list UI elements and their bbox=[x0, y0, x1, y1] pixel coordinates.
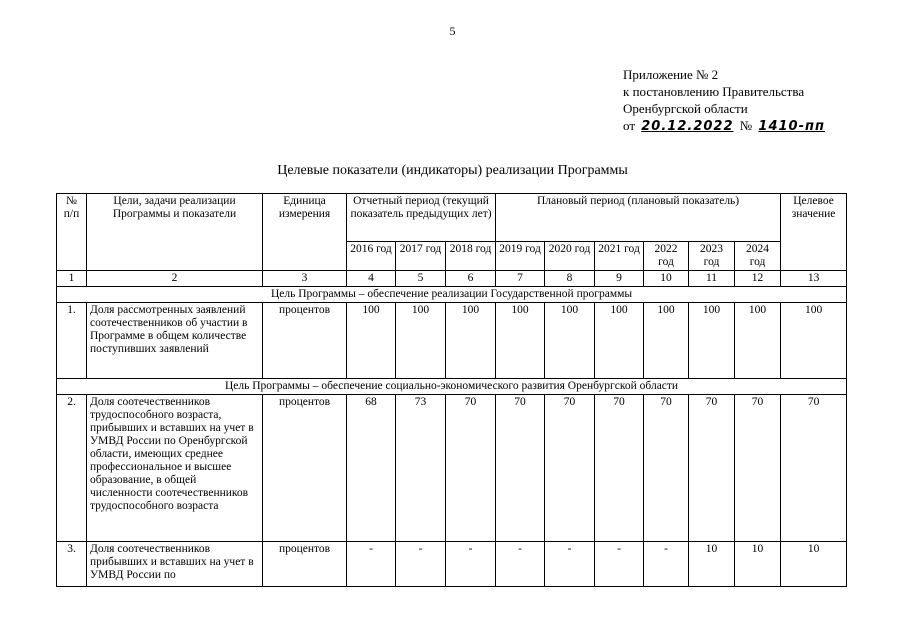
row-unit: процентов bbox=[263, 542, 347, 587]
date-prefix: от bbox=[623, 118, 636, 133]
year-2024: 2024 год bbox=[735, 242, 781, 271]
row-num: 1. bbox=[57, 303, 87, 379]
column-number-row bbox=[57, 271, 847, 287]
header-reported-period: Отчетный период (текущий показатель предыдущих лет) bbox=[347, 194, 496, 242]
value-cell: - bbox=[496, 542, 545, 587]
value-cell: 70 bbox=[644, 395, 689, 542]
column-number: 8 bbox=[545, 271, 595, 287]
value-cell: 10 bbox=[689, 542, 735, 587]
value-cell: - bbox=[545, 542, 595, 587]
column-number: 5 bbox=[396, 271, 446, 287]
goal-row bbox=[57, 379, 847, 395]
value-cell: 70 bbox=[689, 395, 735, 542]
row-name: Доля соотечественников прибывших и вставших на учет в УМВД России по bbox=[87, 542, 263, 587]
header-target: Целевое значение bbox=[781, 194, 847, 271]
value-cell: 70 bbox=[735, 395, 781, 542]
appendix-line-2: к постановлению Правительства bbox=[623, 84, 805, 99]
value-cell: 100 bbox=[545, 303, 595, 379]
column-number: 11 bbox=[689, 271, 735, 287]
value-cell: 10 bbox=[735, 542, 781, 587]
column-number: 1 bbox=[57, 271, 87, 287]
target-cell: 10 bbox=[781, 542, 847, 587]
value-cell: 100 bbox=[446, 303, 496, 379]
value-cell: - bbox=[446, 542, 496, 587]
value-cell: 100 bbox=[595, 303, 644, 379]
value-cell: 100 bbox=[689, 303, 735, 379]
column-number: 12 bbox=[735, 271, 781, 287]
column-number: 3 bbox=[263, 271, 347, 287]
year-2022: 2022 год bbox=[644, 242, 689, 271]
column-number: 7 bbox=[496, 271, 545, 287]
header-name: Цели, задачи реализации Программы и показатели bbox=[87, 194, 263, 271]
appendix-block bbox=[623, 66, 828, 135]
goal-2-text: Цель Программы – обеспечение социально-экономического развития Оренбургской области bbox=[57, 379, 847, 395]
value-cell: 73 bbox=[396, 395, 446, 542]
row-unit: процентов bbox=[263, 395, 347, 542]
column-number: 4 bbox=[347, 271, 396, 287]
column-number: 2 bbox=[87, 271, 263, 287]
number-prefix: № bbox=[739, 118, 753, 133]
indicators-table bbox=[56, 193, 847, 587]
row-num: 3. bbox=[57, 542, 87, 587]
header-row bbox=[57, 194, 847, 242]
appendix-line-1: Приложение № 2 bbox=[623, 67, 719, 82]
value-cell: 100 bbox=[396, 303, 446, 379]
year-2021: 2021 год bbox=[595, 242, 644, 271]
header-num: № п/п bbox=[57, 194, 87, 271]
column-number: 9 bbox=[595, 271, 644, 287]
year-2019: 2019 год bbox=[496, 242, 545, 271]
row-name: Доля соотечественников трудоспособного возраста, прибывших и вставших на учет в УМВД России по Оренбургской области, имеющих среднее профессиональное и высшее образование, в общей численности соотечественников трудоспособного возраста bbox=[87, 395, 263, 542]
value-cell: 70 bbox=[496, 395, 545, 542]
row-num: 2. bbox=[57, 395, 87, 542]
value-cell: 70 bbox=[446, 395, 496, 542]
header-unit: Единица измерения bbox=[263, 194, 347, 271]
value-cell: 100 bbox=[496, 303, 545, 379]
column-number: 10 bbox=[644, 271, 689, 287]
row-unit: процентов bbox=[263, 303, 347, 379]
appendix-line-3: Оренбургской области bbox=[623, 101, 748, 116]
value-cell: 100 bbox=[347, 303, 396, 379]
year-2023: 2023 год bbox=[689, 242, 735, 271]
value-cell: 100 bbox=[644, 303, 689, 379]
table-row bbox=[57, 303, 847, 379]
value-cell: 70 bbox=[545, 395, 595, 542]
value-cell: 70 bbox=[595, 395, 644, 542]
value-cell: - bbox=[644, 542, 689, 587]
header-planned-period: Плановый период (плановый показатель) bbox=[496, 194, 781, 242]
goal-1-text: Цель Программы – обеспечение реализации Государственной программы bbox=[57, 287, 847, 303]
value-cell: 100 bbox=[735, 303, 781, 379]
target-cell: 100 bbox=[781, 303, 847, 379]
year-2016: 2016 год bbox=[347, 242, 396, 271]
handwritten-number: 1410-пп bbox=[758, 119, 825, 134]
handwritten-date: 20.12.2022 bbox=[641, 119, 734, 134]
table-row bbox=[57, 542, 847, 587]
value-cell: 68 bbox=[347, 395, 396, 542]
target-cell: 70 bbox=[781, 395, 847, 542]
year-2018: 2018 год bbox=[446, 242, 496, 271]
row-name: Доля рассмотренных заявлений соотечественников об участии в Программе в общем количестве поступивших заявлений bbox=[87, 303, 263, 379]
goal-row bbox=[57, 287, 847, 303]
table-row bbox=[57, 395, 847, 542]
document-title: Целевые показатели (индикаторы) реализации Программы bbox=[277, 163, 628, 178]
value-cell: - bbox=[595, 542, 644, 587]
year-2020: 2020 год bbox=[545, 242, 595, 271]
year-2017: 2017 год bbox=[396, 242, 446, 271]
column-number: 13 bbox=[781, 271, 847, 287]
page-number: 5 bbox=[449, 24, 456, 38]
value-cell: - bbox=[347, 542, 396, 587]
appendix-date-line bbox=[623, 117, 828, 135]
value-cell: - bbox=[396, 542, 446, 587]
column-number: 6 bbox=[446, 271, 496, 287]
